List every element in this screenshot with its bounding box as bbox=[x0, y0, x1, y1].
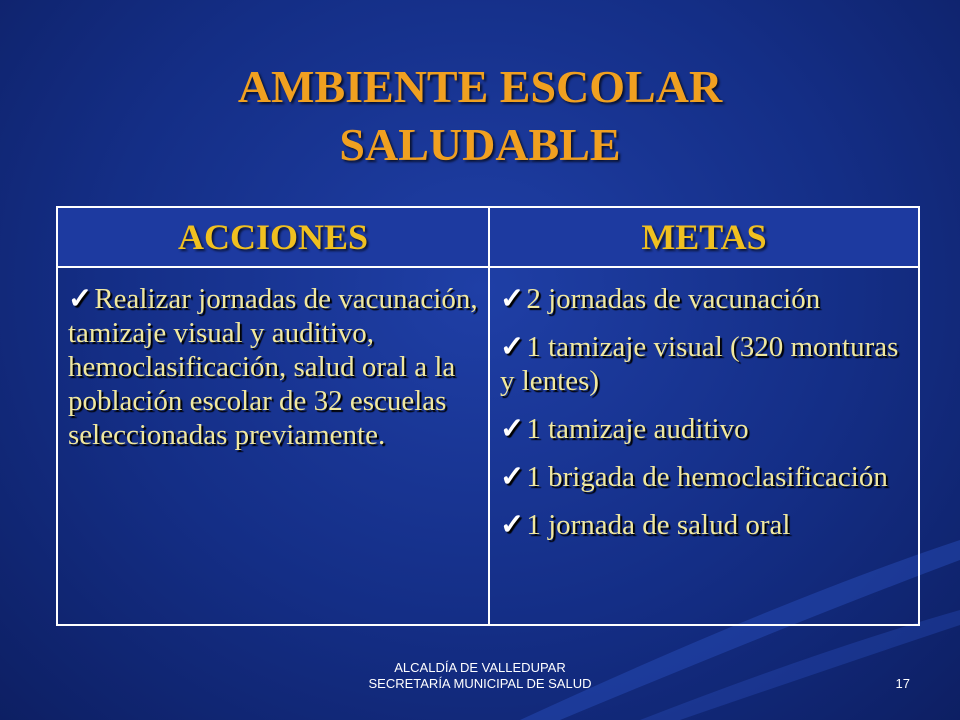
title-line-2: SALUDABLE bbox=[339, 119, 621, 170]
list-item bbox=[68, 282, 478, 452]
header-acciones: ACCIONES bbox=[57, 207, 489, 267]
checkmark-icon: ✓ bbox=[68, 283, 93, 315]
footer-line-2: SECRETARÍA MUNICIPAL DE SALUD bbox=[368, 676, 592, 691]
list-item bbox=[500, 330, 908, 398]
meta-text: 1 tamizaje auditivo bbox=[526, 413, 749, 445]
list-item bbox=[500, 508, 908, 542]
list-item bbox=[500, 282, 908, 316]
list-item bbox=[500, 460, 908, 494]
footer bbox=[240, 660, 720, 692]
checkmark-icon: ✓ bbox=[500, 509, 525, 541]
page-number: 17 bbox=[895, 676, 910, 691]
checkmark-icon: ✓ bbox=[500, 331, 525, 363]
meta-text: 1 brigada de hemoclasificación bbox=[526, 461, 888, 493]
table-row bbox=[57, 267, 919, 625]
meta-text: 1 jornada de salud oral bbox=[526, 509, 791, 541]
footer-line-1: ALCALDÍA DE VALLEDUPAR bbox=[394, 660, 566, 675]
meta-text: 1 tamizaje visual (320 monturas y lentes) bbox=[500, 331, 899, 397]
list-item bbox=[500, 412, 908, 446]
checkmark-icon: ✓ bbox=[500, 413, 525, 445]
accion-text: Realizar jornadas de vacunación, tamizaje visual y auditivo, hemoclasificación, salud oral a la población escolar de 32 escuelas seleccionadas previamente. bbox=[68, 283, 478, 451]
checkmark-icon: ✓ bbox=[500, 283, 525, 315]
acciones-cell bbox=[57, 267, 489, 625]
checkmark-icon: ✓ bbox=[500, 461, 525, 493]
header-row bbox=[57, 207, 919, 267]
meta-text: 2 jornadas de vacunación bbox=[526, 283, 821, 315]
metas-cell bbox=[489, 267, 919, 625]
header-metas: METAS bbox=[489, 207, 919, 267]
slide-title bbox=[0, 58, 960, 174]
title-line-1: AMBIENTE ESCOLAR bbox=[237, 61, 723, 112]
actions-goals-table bbox=[56, 206, 920, 626]
